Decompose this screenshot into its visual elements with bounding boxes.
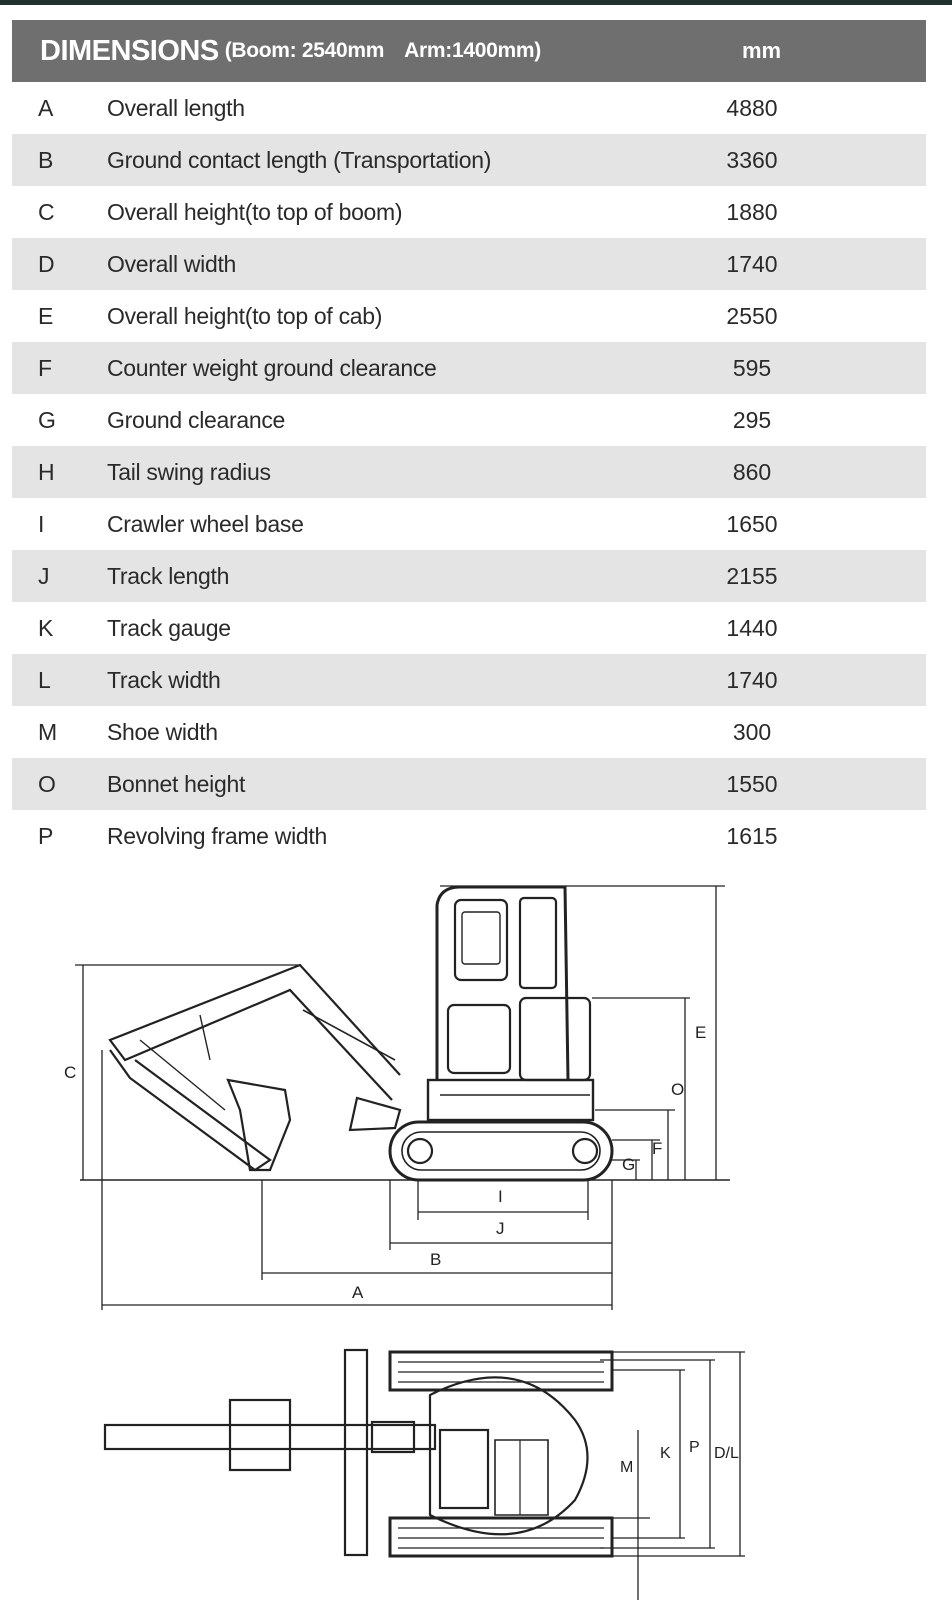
dimension-value: 2550: [726, 302, 778, 329]
dimension-value: 1880: [726, 198, 778, 225]
dimension-code: K: [38, 614, 54, 641]
arm-spec: Arm:1400mm): [404, 39, 541, 62]
dimension-code: D: [38, 250, 55, 277]
top-border-strip: [0, 0, 952, 5]
dimension-code: H: [38, 458, 55, 485]
table-header: [12, 20, 926, 82]
dimension-label: Overall length: [107, 94, 245, 121]
dimension-code: O: [38, 770, 56, 797]
dimension-value: 1740: [726, 250, 778, 277]
dimension-value: 1740: [726, 666, 778, 693]
table-body: [12, 82, 926, 862]
table-row: [12, 342, 926, 394]
dimension-label: Overall height(to top of boom): [107, 198, 403, 225]
dimension-label: Track width: [107, 666, 221, 693]
table-row: [12, 134, 926, 186]
label-o: O: [671, 1080, 685, 1099]
dimension-code: G: [38, 406, 56, 433]
table-row: [12, 654, 926, 706]
dimension-label: Bonnet height: [107, 770, 246, 797]
dimension-value: 1440: [726, 614, 778, 641]
side-view: [75, 886, 730, 1310]
dimension-value: 595: [732, 354, 772, 381]
label-i: I: [498, 1187, 503, 1206]
dimension-code: M: [38, 718, 58, 745]
dimension-label: Overall width: [107, 250, 237, 277]
dimension-value: 1550: [726, 770, 778, 797]
label-m: M: [620, 1459, 634, 1476]
table-row: [12, 602, 926, 654]
dimension-value: 860: [732, 458, 772, 485]
dimension-value: 2155: [726, 562, 778, 589]
unit-header: mm: [742, 38, 782, 63]
dimension-code: J: [38, 562, 50, 589]
table-title: DIMENSIONS: [40, 34, 219, 67]
table-row: [12, 186, 926, 238]
table-row: [12, 394, 926, 446]
table-row: [12, 446, 926, 498]
dimension-code: P: [38, 822, 54, 849]
table-row: [12, 238, 926, 290]
label-a: A: [352, 1283, 364, 1302]
dimension-value: 295: [732, 406, 772, 433]
table-row: [12, 810, 926, 862]
dimension-value: 3360: [726, 146, 778, 173]
dimension-value: 1615: [726, 822, 778, 849]
excavator-drawing: [0, 860, 952, 1600]
dimension-label: Ground clearance: [107, 406, 286, 433]
dimension-code: B: [38, 146, 54, 173]
dimension-label: Ground contact length (Transportation): [107, 146, 492, 173]
boom-arm-spec: [225, 39, 561, 63]
dimension-label: Counter weight ground clearance: [107, 354, 437, 381]
dimension-code: C: [38, 198, 55, 225]
table-row: [12, 550, 926, 602]
dimension-code: A: [38, 94, 54, 121]
table-row: [12, 82, 926, 134]
label-dl: D/L: [714, 1445, 739, 1462]
dimensions-table: [12, 20, 926, 862]
dimension-label: Shoe width: [107, 718, 218, 745]
dimension-code: F: [38, 354, 53, 381]
table-row: [12, 290, 926, 342]
dimension-label: Track length: [107, 562, 230, 589]
dimension-code: L: [38, 666, 51, 693]
dimension-value: 1650: [726, 510, 778, 537]
table-row: [12, 498, 926, 550]
table-row: [12, 758, 926, 810]
label-p: P: [689, 1439, 700, 1456]
label-k: K: [660, 1445, 671, 1462]
top-view: [105, 1350, 745, 1600]
dimension-code: I: [38, 510, 45, 537]
table-row: [12, 706, 926, 758]
dimension-label: Crawler wheel base: [107, 510, 304, 537]
label-e: E: [695, 1023, 707, 1042]
dimension-label: Revolving frame width: [107, 822, 327, 849]
dimension-label: Overall height(to top of cab): [107, 302, 383, 329]
label-c: C: [64, 1063, 77, 1082]
label-g: G: [622, 1155, 636, 1174]
label-j: J: [496, 1219, 505, 1238]
label-b: B: [430, 1250, 442, 1269]
dimension-value: 4880: [726, 94, 778, 121]
dimension-label: Track gauge: [107, 614, 231, 641]
label-f: F: [652, 1139, 663, 1158]
boom-spec: (Boom: 2540mm: [224, 39, 385, 62]
dimension-label: Tail swing radius: [107, 458, 271, 485]
dimension-code: E: [38, 302, 54, 329]
dimension-value: 300: [732, 718, 772, 745]
